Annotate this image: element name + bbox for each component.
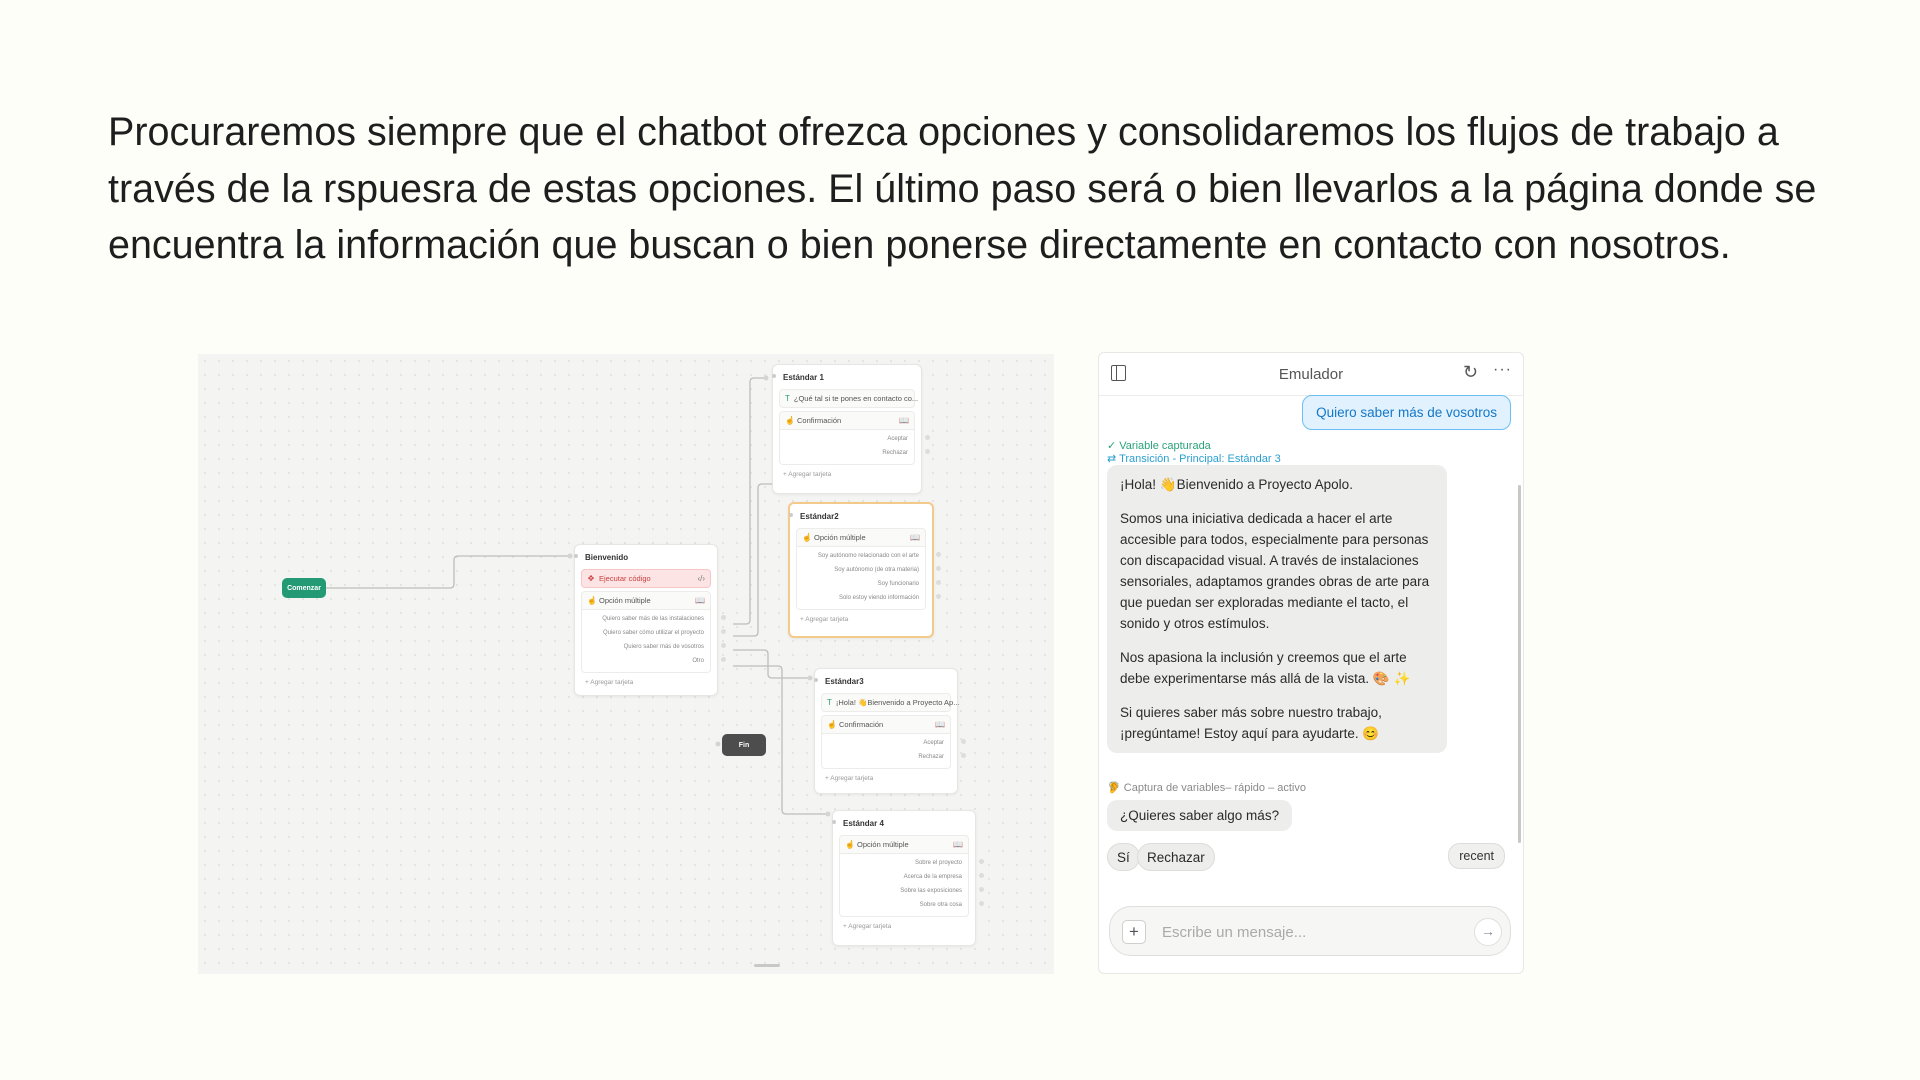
message-composer (1109, 906, 1511, 956)
restart-icon[interactable]: ↻ (1463, 362, 1479, 382)
output-port[interactable] (925, 435, 930, 440)
option-item[interactable]: Sobre otra cosa (840, 898, 968, 912)
ear-icon: 🦻 (1107, 782, 1121, 794)
output-port[interactable] (961, 753, 966, 758)
add-card-link[interactable]: + Agregar tarjeta (783, 471, 832, 478)
hand-icon: ☝ (785, 416, 795, 425)
quick-reply-yes[interactable]: Sí (1107, 843, 1140, 871)
wire-bienvenido-estandar3 (733, 650, 810, 678)
node-title: Estándar2 (800, 512, 839, 521)
node-title: Estándar 1 (783, 373, 824, 382)
bot-paragraph: Si quieres saber más sobre nuestro trabajo, ¡pregúntame! Estoy aquí para ayudarte. 😊 (1120, 705, 1382, 741)
emulator-header (1099, 353, 1523, 396)
meta-label: Captura de variables– rápido – activo (1123, 782, 1306, 794)
text-card[interactable] (821, 693, 960, 712)
add-card-link[interactable]: + Agregar tarjeta (825, 775, 874, 782)
hand-icon: ☝ (802, 533, 812, 542)
card-label: ¿Qué tal si te pones en contacto co... (793, 394, 919, 403)
option-item[interactable]: Soy funcionario (797, 577, 925, 591)
option-item[interactable]: Soy autónomo (de otra materia) (797, 563, 925, 577)
output-port[interactable] (936, 552, 941, 557)
card-label: ¡Hola! 👋Bienvenido a Proyecto Ap... (835, 698, 960, 707)
output-port[interactable] (721, 657, 726, 662)
bot-message (1107, 465, 1447, 753)
options-list (796, 547, 926, 610)
book-icon: 📖 (899, 416, 909, 425)
output-port[interactable] (979, 887, 984, 892)
node-estandar-3[interactable] (814, 668, 958, 794)
bot-paragraph: Somos una iniciativa dedicada a hacer el arte accesible para todos, especialmente para personas con discapacidad visual. A través de instalaciones sensoriales, adaptamos grandes obras de arte para que puedan ser exploradas mediante el tacto, el sonido y otros estímulos. (1120, 511, 1430, 631)
options-list (839, 854, 969, 917)
option-item[interactable]: Aceptar (822, 736, 950, 750)
confirmation-card[interactable] (821, 715, 951, 734)
add-card-label: Agregar tarjeta (788, 471, 832, 478)
end-node[interactable]: Fin (722, 734, 766, 756)
recent-button[interactable]: recent (1448, 843, 1505, 869)
option-item[interactable]: Rechazar (822, 750, 950, 764)
output-port[interactable] (925, 449, 930, 454)
option-item[interactable]: Otro (582, 654, 710, 668)
book-icon: 📖 (935, 720, 945, 729)
intro-paragraph: Procuraremos siempre que el chatbot ofrezca opciones y consolidaremos los flujos de trabajo a través de la rspuesra de estas opciones. El último paso será o bien llevarlos a la página donde se encuentra la información que buscan o bien ponerse directamente en contacto con nosotros. (108, 110, 1817, 267)
send-arrow-icon[interactable]: → (1474, 918, 1502, 946)
chat-scrollbar[interactable] (1518, 485, 1521, 843)
option-item[interactable]: Aceptar (780, 432, 914, 446)
book-icon: 📖 (695, 596, 705, 605)
output-port[interactable] (979, 859, 984, 864)
flow-canvas[interactable] (198, 354, 1054, 974)
option-item[interactable]: Sobre las exposiciones (840, 884, 968, 898)
output-port[interactable] (936, 566, 941, 571)
variable-captured-status: ✓ Variable capturada (1107, 440, 1211, 452)
emulator-panel (1098, 352, 1524, 974)
option-item[interactable]: Quiero saber más de las instalaciones (582, 612, 710, 626)
more-options-icon[interactable]: ··· (1493, 361, 1512, 378)
output-port[interactable] (979, 873, 984, 878)
code-brackets-icon: ‹/› (697, 574, 705, 583)
run-code-card[interactable] (581, 569, 711, 588)
option-item[interactable]: Acerca de la empresa (840, 870, 968, 884)
node-estandar-1[interactable] (772, 364, 922, 494)
text-icon: T (827, 698, 832, 707)
options-list (779, 430, 915, 465)
add-card-label: Agregar tarjeta (590, 679, 634, 686)
node-estandar-2[interactable] (788, 502, 934, 638)
options-list (821, 734, 951, 769)
add-card-link[interactable]: + Agregar tarjeta (843, 923, 892, 930)
option-item[interactable]: Quiero saber cómo utilizar el proyecto (582, 626, 710, 640)
output-port[interactable] (936, 580, 941, 585)
output-port[interactable] (979, 901, 984, 906)
card-label: Opción múltiple (857, 840, 909, 849)
node-estandar-4[interactable] (832, 810, 976, 946)
start-node[interactable]: Comenzar (282, 578, 326, 598)
node-title: Estándar3 (825, 677, 864, 686)
emulator-title: Emulador (1278, 366, 1344, 383)
hand-icon: ☝ (587, 596, 597, 605)
add-card-label: Agregar tarjeta (830, 775, 874, 782)
output-port[interactable] (961, 739, 966, 744)
multiple-choice-card[interactable] (839, 835, 969, 854)
wire-bienvenido-estandar1 (733, 378, 766, 624)
capture-mode-status (1107, 781, 1306, 794)
multiple-choice-card[interactable] (796, 528, 926, 547)
meta-label: Variable capturada (1119, 440, 1211, 452)
bot-paragraph: ¡Hola! 👋Bienvenido a Proyecto Apolo. (1120, 477, 1353, 492)
plus-icon[interactable]: + (1122, 920, 1146, 944)
book-icon: 📖 (953, 840, 963, 849)
add-card-label: Agregar tarjeta (848, 923, 892, 930)
output-port[interactable] (936, 594, 941, 599)
option-item[interactable]: Soy autónomo relacionado con el arte (797, 549, 925, 563)
card-label: Ejecutar código (599, 574, 651, 583)
node-title: Estándar 4 (843, 819, 884, 828)
user-message: Quiero saber más de vosotros (1302, 395, 1511, 430)
canvas-scrollbar[interactable] (754, 964, 780, 967)
option-item[interactable]: Rechazar (780, 446, 914, 460)
node-title: Bienvenido (585, 553, 629, 562)
output-port[interactable] (721, 615, 726, 620)
node-bienvenido[interactable] (574, 544, 718, 696)
quick-reply-reject[interactable]: Rechazar (1137, 843, 1215, 871)
option-item[interactable]: Solo estoy viendo información (797, 591, 925, 605)
text-icon: T (785, 394, 790, 403)
text-card[interactable] (779, 389, 919, 408)
book-icon: 📖 (910, 533, 920, 542)
hand-icon: ☝ (827, 720, 837, 729)
option-item[interactable]: Sobre el proyecto (840, 856, 968, 870)
add-card-link[interactable]: + Agregar tarjeta (585, 679, 634, 686)
wire-start-bienvenido (326, 556, 570, 588)
option-item[interactable]: Quiero saber más de vosotros (582, 640, 710, 654)
multiple-choice-card[interactable] (581, 591, 711, 610)
confirmation-card[interactable] (779, 411, 915, 430)
transition-status[interactable]: ⇄ Transición - Principal: Estándar 3 (1107, 453, 1281, 465)
wire-bienvenido-estandar2 (733, 484, 782, 636)
output-port[interactable] (721, 629, 726, 634)
output-port[interactable] (721, 643, 726, 648)
hand-icon: ☝ (845, 840, 855, 849)
message-input[interactable] (1160, 919, 1454, 945)
options-list (581, 610, 711, 673)
code-run-icon: ✥ (587, 574, 595, 583)
meta-label: Transición - Principal: Estándar 3 (1119, 453, 1281, 465)
bot-question: ¿Quieres saber algo más? (1107, 800, 1292, 831)
bot-paragraph: Nos apasiona la inclusión y creemos que el arte debe experimentarse más allá de la vista. 🎨 ✨ (1120, 650, 1411, 686)
add-card-link[interactable]: + Agregar tarjeta (800, 616, 849, 623)
card-label: Opción múltiple (599, 596, 651, 605)
add-card-label: Agregar tarjeta (805, 616, 849, 623)
card-label: Confirmación (839, 720, 884, 729)
card-label: Opción múltiple (814, 533, 866, 542)
card-label: Confirmación (797, 416, 842, 425)
